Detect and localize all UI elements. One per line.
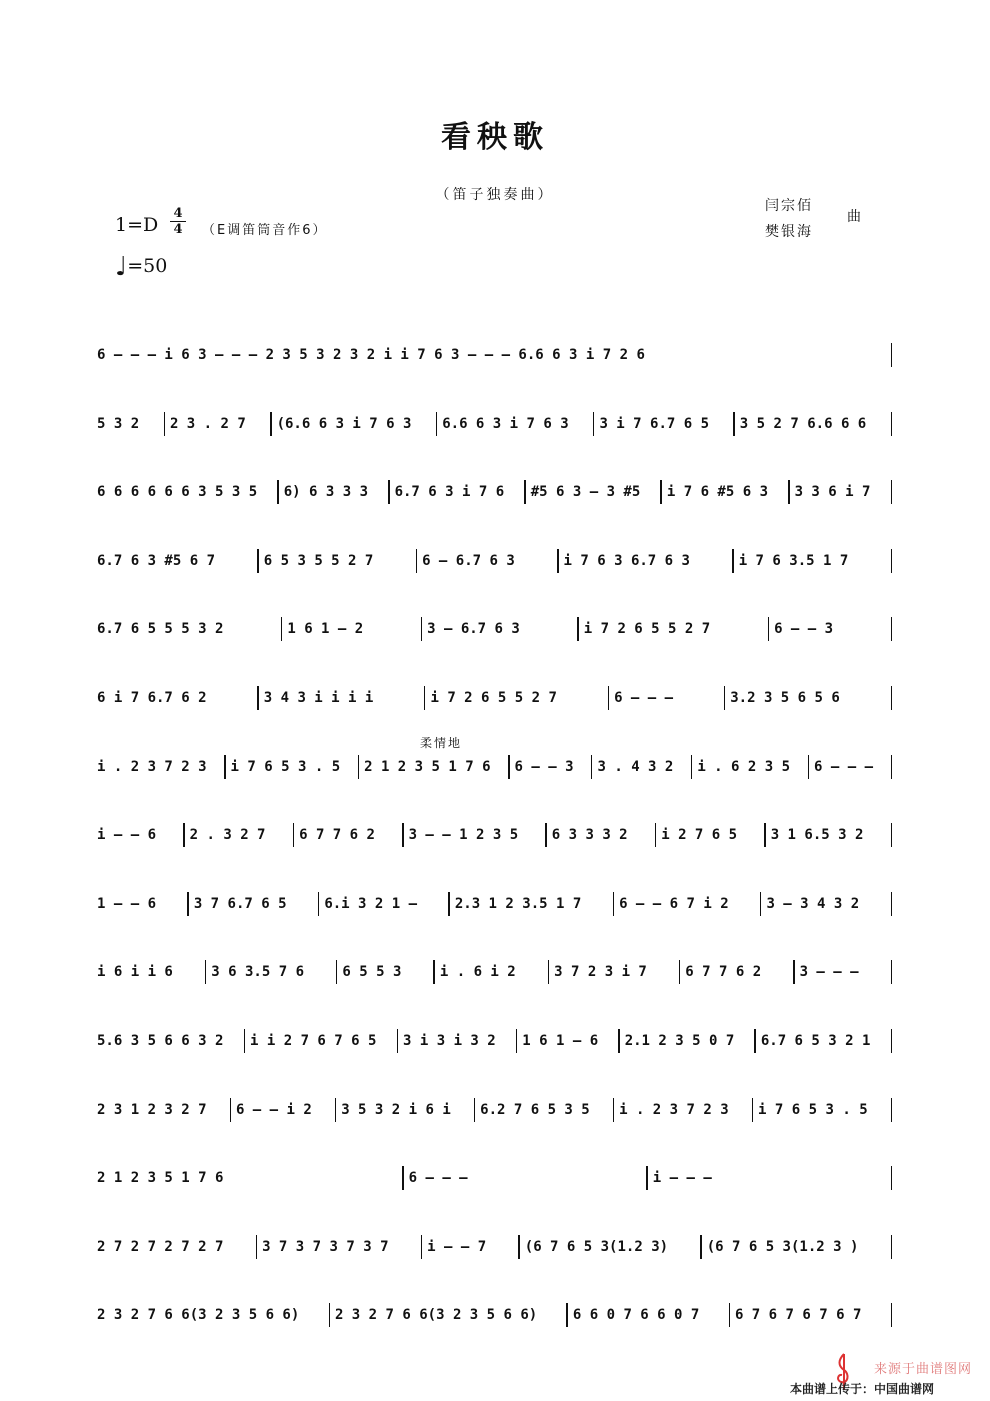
measure: i 7 6 5 3 . 5 — [758, 1101, 868, 1118]
measure: 5.6 3 5 6 6 3 2 — [97, 1033, 224, 1049]
score-line — [92, 1028, 892, 1054]
measure: i . 6 2 3 5 — [697, 758, 791, 775]
composers — [765, 193, 813, 245]
measure: 2 1 2 3 5 1 7 6 — [97, 1170, 224, 1187]
measure: 3 5 3 2 i 6 i — [341, 1101, 451, 1118]
tempo-marking — [115, 252, 167, 282]
measure: 3 – 6.7 6 3 — [427, 621, 520, 638]
measure: i . 2 3 7 2 3 — [619, 1101, 729, 1118]
measure: 3 – 3 4 3 2 — [766, 895, 860, 912]
measure: 6 7 7 6 2 — [685, 964, 762, 981]
measure: i 7 2 6 5 5 2 7 — [583, 621, 711, 638]
score-line — [92, 1165, 892, 1191]
measure: 6.7 6 5 3 2 1 — [760, 1033, 871, 1049]
measure: i . 2 3 7 2 3 — [97, 758, 207, 775]
measure: i – – 6 — [97, 827, 157, 844]
measure: 2.1 2 3 5 0 7 — [624, 1033, 735, 1049]
measure: i – – – — [652, 1170, 712, 1187]
measure: (6 7 6 5 3(1.2 3) — [524, 1238, 669, 1255]
measure: 6 – – – i 6 3 – – – 2 3 5 3 2 3 2 i i 7 6 3 – – – 6.6 6 3 i 7 2 6 — [97, 347, 645, 363]
measure: i 7 6 #5 6 3 — [666, 484, 769, 501]
measure: 3 i 3 i 3 2 — [403, 1033, 496, 1049]
measure: (6 7 6 5 3(1.2 3 ) — [706, 1238, 859, 1255]
upload-note: 本曲谱上传于：中国曲谱网 — [790, 1382, 935, 1396]
quarter-note-icon: ♩ — [115, 252, 128, 282]
score-line — [92, 616, 892, 642]
time-signature — [170, 206, 186, 237]
barline — [891, 1235, 892, 1259]
measure: 3.2 3 5 6 5 6 — [730, 690, 840, 706]
measure: 2 3 1 2 3 2 7 — [97, 1101, 207, 1118]
barline — [891, 686, 892, 710]
measure: 6 – 6.7 6 3 — [422, 552, 515, 569]
song-subtitle: （笛子独奏曲） — [435, 187, 555, 203]
measure: 6) 6 3 3 3 — [283, 484, 369, 501]
barline — [891, 1098, 892, 1122]
score-line — [92, 822, 892, 848]
measure: 6 6 0 7 6 6 0 7 — [572, 1307, 700, 1324]
score-line — [92, 891, 892, 917]
measure: 3 1 6.5 3 2 — [770, 827, 864, 844]
expression-marking: 柔情地 — [420, 736, 463, 750]
barline — [891, 1166, 892, 1190]
score-line — [92, 411, 892, 437]
song-title: 看秧歌 — [441, 120, 549, 155]
measure: 3 7 6.7 6 5 — [193, 895, 287, 912]
barline — [891, 960, 892, 984]
score-line — [92, 1302, 892, 1328]
measure: i – – 7 — [427, 1238, 487, 1255]
measure: i 7 6 5 3 . 5 — [230, 758, 341, 775]
measure: 6 – – – — [614, 690, 674, 706]
score-line — [92, 1234, 892, 1260]
measure: 2 3 . 2 7 — [169, 415, 246, 432]
measure: 3 3 6 i 7 — [794, 484, 871, 501]
measure: 3 7 2 3 i 7 — [554, 964, 647, 981]
measure: 6 – – – — [814, 758, 874, 775]
key-signature: 1=D — [115, 214, 159, 236]
barline — [891, 412, 892, 436]
measure: 3 5 2 7 6.6 6 6 — [739, 415, 867, 432]
score-line — [92, 1097, 892, 1123]
measure: 6 3 3 3 2 — [551, 827, 628, 844]
measure: 6 5 5 3 — [342, 964, 402, 981]
measure: 6 – – i 2 — [235, 1101, 312, 1118]
barline — [891, 823, 892, 847]
measure: 3 6 3.5 7 6 — [211, 964, 304, 981]
measure: 6 – – 6 7 i 2 — [619, 895, 729, 912]
measure: 2 3 2 7 6 6(3 2 3 5 6 6) — [97, 1307, 300, 1324]
barline — [891, 343, 892, 367]
measure: 2.3 1 2 3.5 1 7 — [454, 895, 582, 912]
measure: 5 3 2 — [97, 415, 140, 432]
measure: (6.6 6 3 i 7 6 3 — [276, 415, 412, 432]
key-note: （E调笛筒音作6） — [202, 223, 328, 238]
measure: 6 i 7 6.7 6 2 — [97, 690, 207, 706]
barline — [891, 480, 892, 504]
measure: 6.6 6 3 i 7 6 3 — [442, 415, 569, 432]
measure: 6.7 6 5 5 5 3 2 — [97, 621, 224, 638]
measure: i i 2 7 6 7 6 5 — [250, 1033, 377, 1049]
measure: 3 7 3 7 3 7 3 7 — [262, 1238, 389, 1255]
barline — [891, 1029, 892, 1053]
measure: i 7 6 3.5 1 7 — [738, 552, 849, 569]
measure: i 7 6 3 6.7 6 3 — [563, 552, 690, 569]
measure: i 6 i i 6 — [97, 964, 173, 981]
measure: 1 6 1 – 2 — [287, 621, 364, 638]
score-line — [92, 548, 892, 574]
measure: 2 1 2 3 5 1 7 6 — [364, 758, 491, 775]
measure: 6.7 6 3 i 7 6 — [394, 484, 505, 501]
barline — [891, 892, 892, 916]
measure: 3 . 4 3 2 — [597, 758, 674, 775]
score-line — [92, 342, 892, 368]
measure: 3 4 3 i i i i — [263, 690, 374, 706]
barline — [891, 755, 892, 779]
time-bottom: 4 — [173, 222, 183, 237]
measure: 3 i 7 6.7 6 5 — [599, 415, 710, 432]
score-line — [92, 754, 892, 780]
measure: 6 – – 3 — [774, 621, 834, 638]
measure: 1 – – 6 — [97, 895, 157, 912]
score-line — [92, 479, 892, 505]
measure: 6 7 6 7 6 7 6 7 — [734, 1307, 862, 1324]
measure: i 2 7 6 5 — [661, 827, 738, 844]
measure: 6 7 7 6 2 — [299, 827, 375, 844]
measure: 3 – – 1 2 3 5 — [408, 827, 519, 844]
barline — [891, 549, 892, 573]
score-line — [92, 685, 892, 711]
measure: #5 6 3 – 3 #5 — [530, 484, 641, 501]
measure: 1 6 1 – 6 — [522, 1033, 599, 1049]
composer-suffix: 曲 — [847, 209, 861, 225]
measure: 2 . 3 2 7 — [189, 827, 266, 844]
measure: 6.7 6 3 #5 6 7 — [97, 552, 216, 569]
measure: 6.2 7 6 5 3 5 — [480, 1101, 590, 1118]
measure: 3 – – – — [799, 964, 859, 981]
measure: 6 – – – — [408, 1170, 468, 1187]
time-top: 4 — [173, 206, 183, 221]
watermark: 来源于曲谱图网 — [873, 1362, 972, 1377]
measure: 6.i 3 2 1 – — [324, 895, 418, 912]
composer-2: 樊银海 — [765, 224, 813, 240]
barline — [891, 1303, 892, 1327]
tempo-value: =50 — [127, 255, 168, 277]
score-line — [92, 959, 892, 985]
measure: 6 5 3 5 5 2 7 — [263, 552, 374, 569]
measure: i 7 2 6 5 5 2 7 — [430, 690, 557, 706]
measure: i . 6 i 2 — [439, 964, 516, 981]
measure: 2 7 2 7 2 7 2 7 — [97, 1238, 224, 1255]
composer-1: 闫宗佰 — [765, 198, 813, 214]
measure: 6 6 6 6 6 6 3 5 3 5 — [97, 484, 258, 501]
barline — [891, 617, 892, 641]
measure: 6 – – 3 — [514, 758, 574, 775]
measure: 2 3 2 7 6 6(3 2 3 5 6 6) — [334, 1307, 538, 1324]
